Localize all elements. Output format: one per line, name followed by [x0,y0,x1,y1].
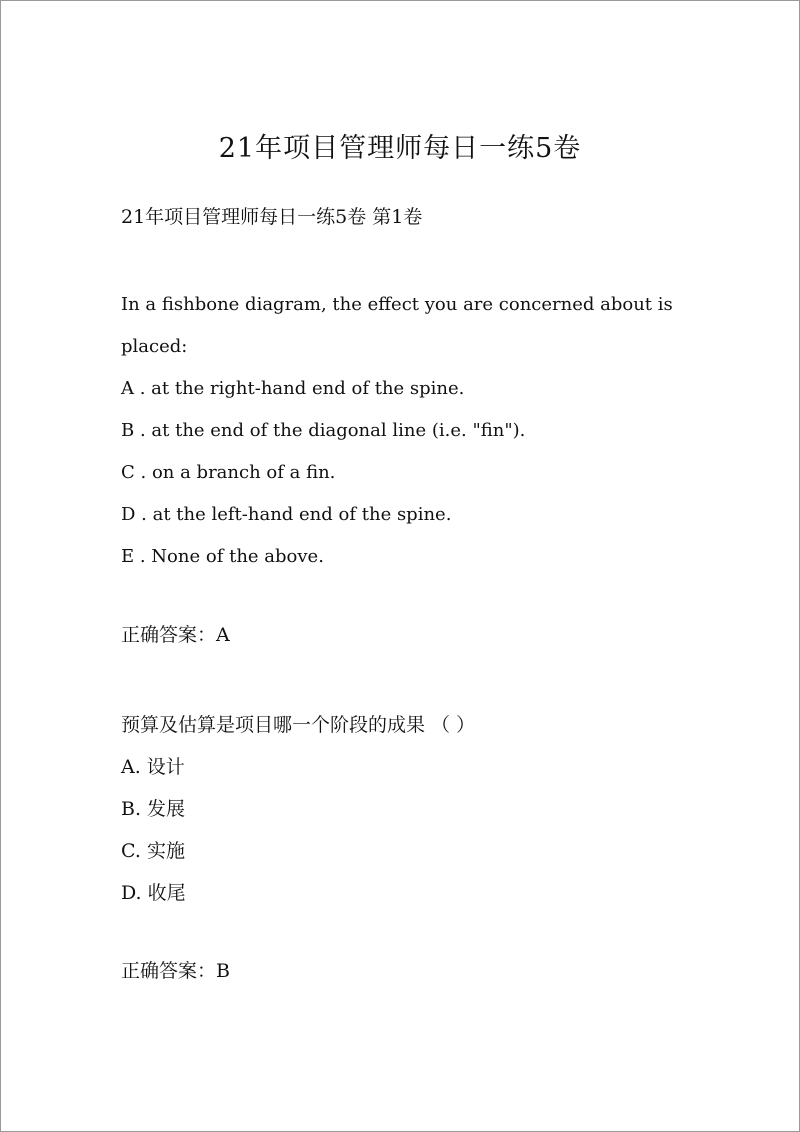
question-1-answer: 正确答案：A [121,624,230,646]
question-1-option-b: B . at the end of the diagonal line (i.e. "fin"). [121,420,526,441]
question-2 [121,704,475,914]
document-subtitle: 21年项目管理师每日一练5卷 第1卷 [121,206,423,228]
document-title: 21年项目管理师每日一练5卷 [218,133,582,164]
question-2-option-d: D. 收尾 [121,882,186,904]
question-2-option-b: B. 发展 [121,798,186,820]
question-2-stem: 预算及估算是项目哪一个阶段的成果 （ ） [121,714,476,736]
question-2-answer: 正确答案：B [121,960,230,982]
question-1-option-c: C . on a branch of a fin. [121,462,336,483]
question-2-option-a: A. 设计 [121,756,185,778]
question-1-stem: In a fishbone diagram, the effect you are concerned about is placed: [121,294,673,357]
question-1-option-d: D . at the left-hand end of the spine. [121,504,452,525]
question-1-option-a: A . at the right-hand end of the spine. [121,378,465,399]
question-1-option-e: E . None of the above. [121,546,324,567]
question-2-option-c: C. 实施 [121,840,185,862]
question-1 [121,284,701,578]
